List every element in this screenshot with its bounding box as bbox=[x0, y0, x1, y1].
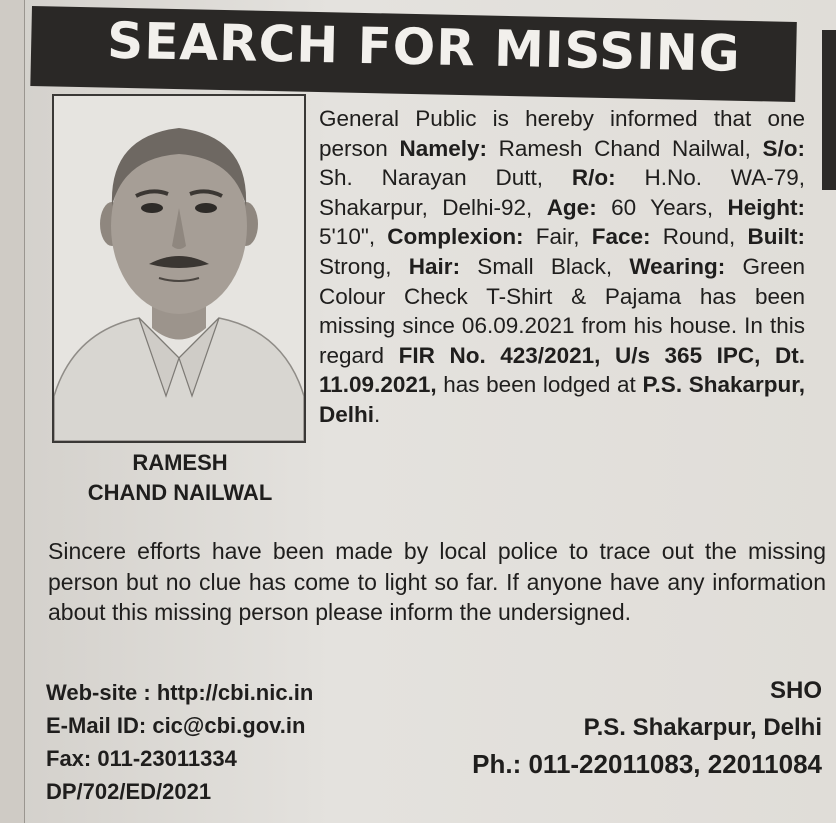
officer-station: P.S. Shakarpur, Delhi bbox=[583, 714, 822, 741]
label-built: Built: bbox=[747, 224, 805, 250]
notice-header-banner bbox=[30, 6, 797, 102]
caption-last-name: CHAND NAILWAL bbox=[87, 480, 273, 505]
police-station: P.S. Shakarpur, Delhi bbox=[319, 372, 806, 427]
portrait-illustration bbox=[54, 96, 304, 441]
label-age: Age: bbox=[546, 194, 597, 220]
body-text-segment: . bbox=[374, 401, 381, 427]
face-value: Round, bbox=[650, 224, 748, 250]
fir-details: FIR No. 423/2021, U/s 365 IPC, Dt. 11.09.2021, bbox=[319, 342, 805, 398]
body-text-segment: has been lodged at bbox=[436, 372, 643, 398]
officer-title: SHO bbox=[769, 677, 822, 704]
label-wearing: Wearing: bbox=[629, 253, 726, 279]
clothing-and-missing-date: Green Colour Check T-Shirt & Pajama has been missing since 06.09.2021 from his house. In this regard bbox=[319, 253, 805, 368]
complexion-value: Fair, bbox=[523, 224, 592, 250]
missing-person-notice bbox=[32, 0, 826, 823]
built-value: Strong, bbox=[319, 253, 409, 279]
body-text-segment: General Public is hereby informed that one person bbox=[319, 106, 805, 161]
label-namely: Namely: bbox=[399, 135, 487, 161]
contact-details bbox=[46, 676, 313, 808]
father-name: Sh. Narayan Dutt, bbox=[319, 165, 572, 191]
label-face: Face: bbox=[591, 224, 651, 250]
officer-signature-block bbox=[472, 672, 822, 783]
person-name: Ramesh Chand Nailwal, bbox=[487, 135, 763, 161]
appeal-paragraph: Sincere efforts have been made by local police to trace out the missing person but no clue has come to light so far. If anyone have any information about this missing person please inform the undersigned. bbox=[48, 538, 826, 625]
label-height: Height: bbox=[727, 194, 805, 220]
email-line: E-Mail ID: cic@cbi.gov.in bbox=[46, 713, 306, 738]
caption-first-name: RAMESH bbox=[132, 450, 228, 475]
label-son-of: S/o: bbox=[762, 135, 805, 161]
missing-person-photo bbox=[52, 94, 306, 443]
adjacent-column-edge bbox=[0, 0, 25, 823]
hair-value: Small Black, bbox=[460, 253, 630, 279]
notice-title: SEARCH FOR MISSING bbox=[106, 11, 742, 83]
adjacent-ad-edge bbox=[822, 30, 836, 190]
fax-line: Fax: 011-23011334 bbox=[46, 746, 237, 771]
label-complexion: Complexion: bbox=[387, 224, 524, 250]
label-resident-of: R/o: bbox=[571, 165, 616, 191]
officer-phone: Ph.: 011-22011083, 22011084 bbox=[472, 749, 822, 779]
reference-number: DP/702/ED/2021 bbox=[46, 779, 212, 804]
label-hair: Hair: bbox=[408, 253, 461, 279]
notice-body bbox=[319, 104, 805, 430]
height-value: 5'10", bbox=[319, 224, 388, 250]
address: H.No. WA-79, Shakarpur, Delhi-92, bbox=[319, 165, 805, 220]
photo-caption bbox=[60, 448, 300, 508]
age-value: 60 Years, bbox=[596, 194, 728, 220]
website-line: Web-site : http://cbi.nic.in bbox=[46, 680, 314, 705]
